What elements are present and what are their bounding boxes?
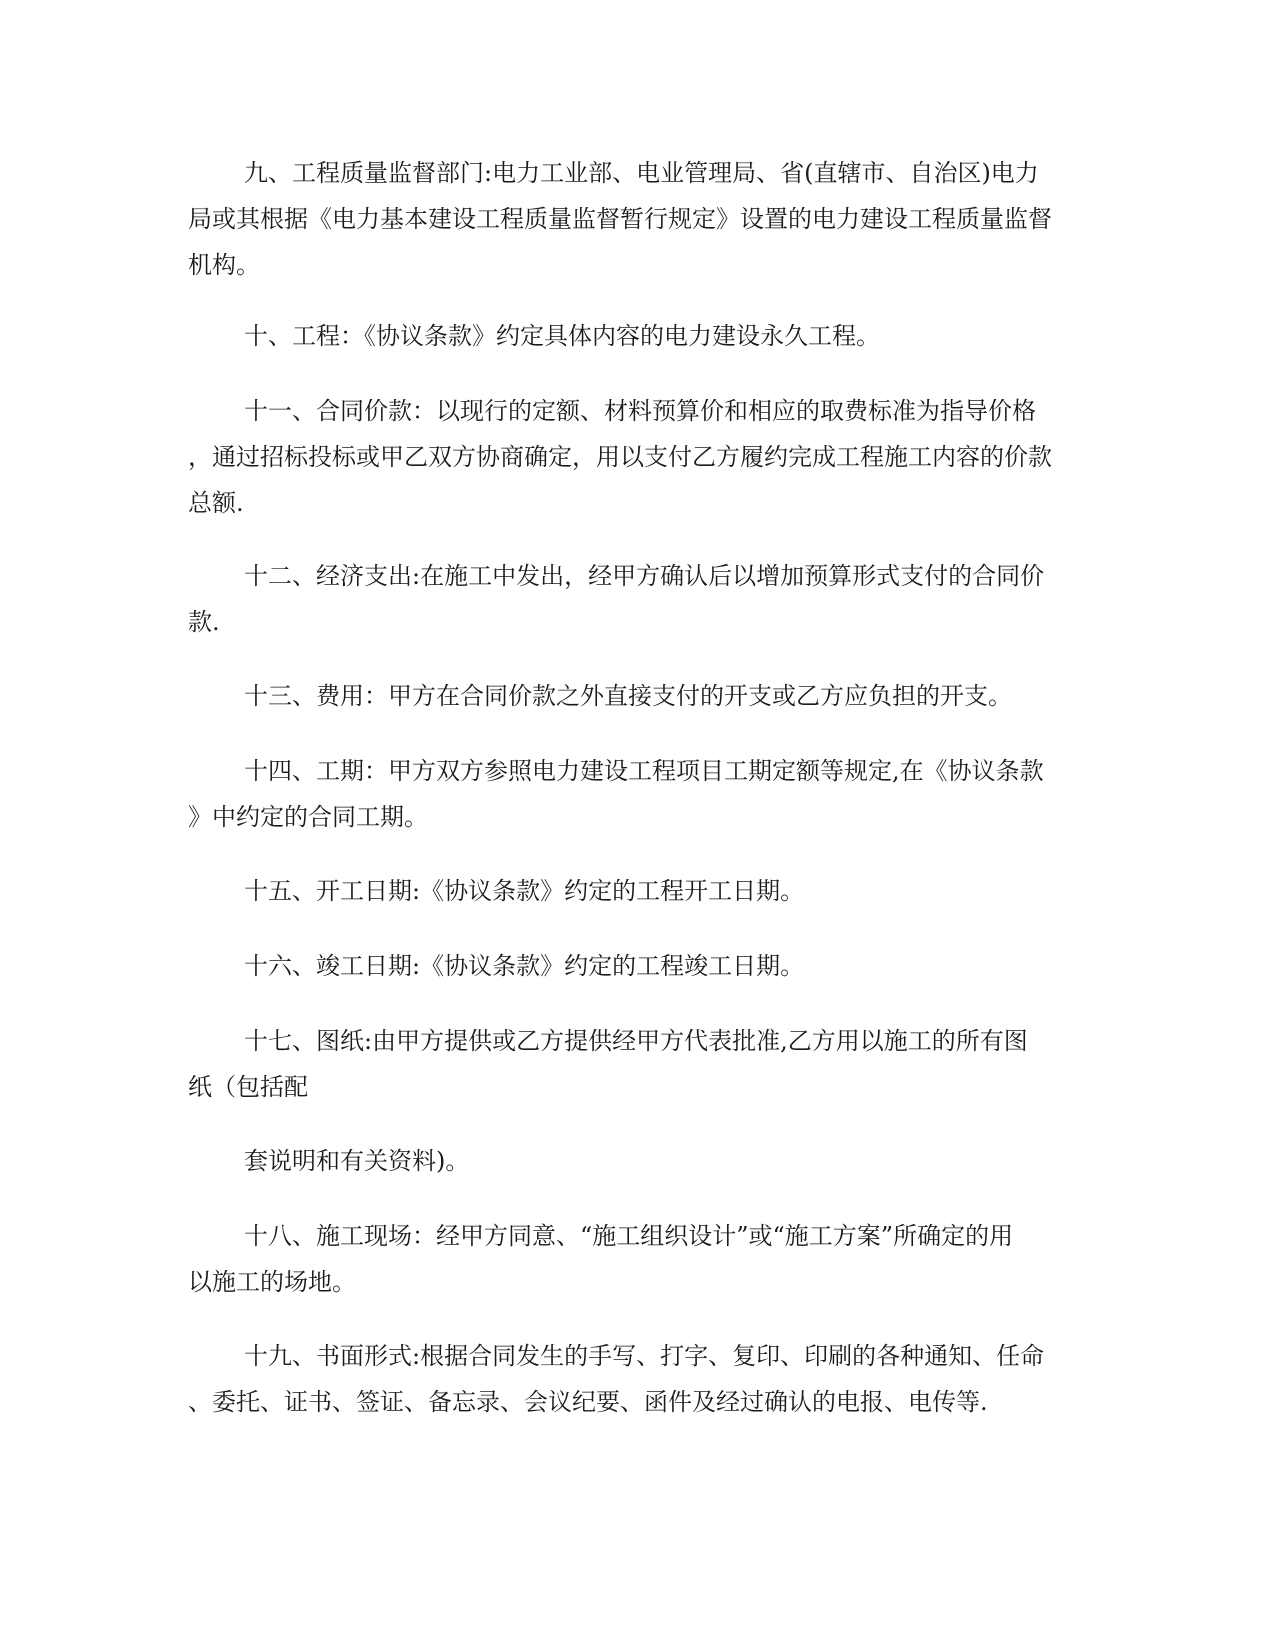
paragraph-line: 纸（包括配 [188,1073,308,1101]
paragraph-line: 十七、图纸:由甲方提供或乙方提供经甲方代表批准,乙方用以施工的所有图 [244,1027,1028,1055]
clause-18 [188,1213,1088,1305]
clause-11 [188,388,1088,526]
paragraph-line: 款. [188,608,220,636]
paragraph-line: ，通过招标投标或甲乙双方协商确定，用以支付乙方履约完成工程施工内容的价款 [188,443,1052,471]
paragraph-line: 十一、合同价款：以现行的定额、材料预算价和相应的取费标准为指导价格 [244,397,1036,425]
clause-10 [188,313,1088,359]
paragraph-line: 局或其根据《电力基本建设工程质量监督暂行规定》设置的电力建设工程质量监督 [188,205,1052,233]
paragraph-line: 十九、书面形式:根据合同发生的手写、打字、复印、印刷的各种通知、任命 [244,1342,1045,1370]
clause-17-continued [188,1138,1088,1184]
clause-19 [188,1333,1088,1425]
clause-13 [188,673,1088,719]
clause-14 [188,748,1088,840]
clause-17 [188,1018,1088,1110]
paragraph-line: 套说明和有关资料)。 [244,1147,470,1175]
clause-15 [188,868,1088,914]
paragraph-line: 机构。 [188,251,260,279]
paragraph-line: 十三、费用：甲方在合同价款之外直接支付的开支或乙方应负担的开支。 [244,682,1012,710]
paragraph-line: 十八、施工现场：经甲方同意、“施工组织设计”或“施工方案”所确定的用 [244,1222,1014,1250]
paragraph-line: 十、工程：《协议条款》约定具体内容的电力建设永久工程。 [244,322,880,350]
paragraph-line: 总额. [188,489,244,517]
paragraph-line: 十六、竣工日期:《协议条款》约定的工程竣工日期。 [244,952,805,980]
paragraph-line: 十五、开工日期:《协议条款》约定的工程开工日期。 [244,877,805,905]
paragraph-line: 以施工的场地。 [188,1268,356,1296]
paragraph-line: 、委托、证书、签证、备忘录、会议纪要、函件及经过确认的电报、电传等. [188,1388,988,1416]
clause-16 [188,943,1088,989]
clause-9 [188,150,1088,288]
clause-12 [188,553,1088,645]
paragraph-line: 十二、经济支出:在施工中发出，经甲方确认后以增加预算形式支付的合同价 [244,562,1045,590]
paragraph-line: 》中约定的合同工期。 [188,803,428,831]
paragraph-line: 九、工程质量监督部门:电力工业部、电业管理局、省(直辖市、自治区)电力 [244,159,1039,187]
paragraph-line: 十四、工期：甲方双方参照电力建设工程项目工期定额等规定,在《协议条款 [244,757,1044,785]
